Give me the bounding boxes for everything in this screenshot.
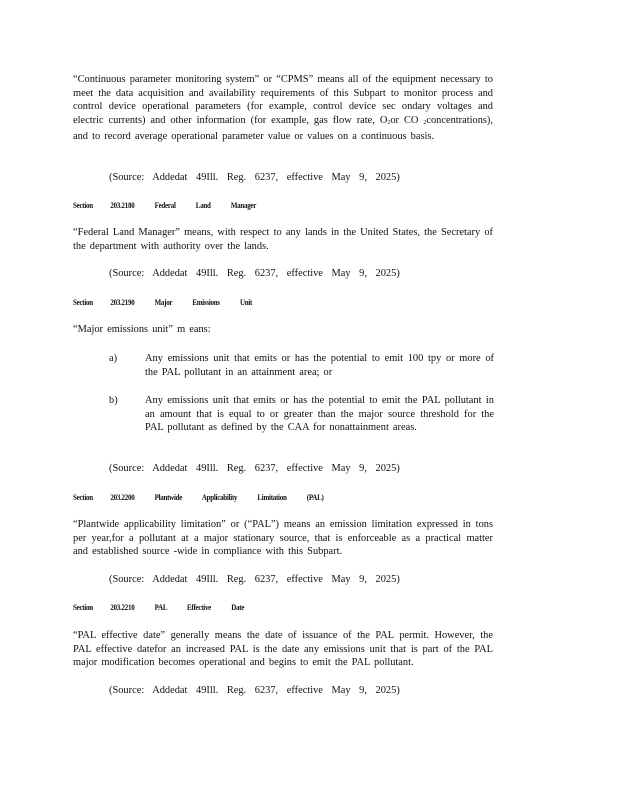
source-note: (Source: Addedat 49Ill. Reg. 6237, effective May 9, 2025) (109, 685, 400, 696)
definition-paragraph-pal-effective-date: “PAL effective date” generally means the date of issuance of the PAL permit. However, the PAL effective datefor an increased PAL is the date any emissions unit that is part of the PAL major modification becomes operational and begins to emit the PAL pollutant. (73, 630, 493, 669)
section-label: Section (73, 298, 93, 307)
source-note: (Source: Addedat 49Ill. Reg. 6237, effective May 9, 2025) (109, 463, 400, 474)
definition-paragraph-cpms: “Continuous parameter monitoring system” or “CPMS” means all of the equipment necessary to meet the data acquisition and availability requirements of this Subpart to monitor process and control device operational parameters (for example, control device sec ondary voltages and electric currents) and other information (for example, gas flow rate, $O_2or$ CO $_2$concentrations), and to record average operational parameter value or values on a continuous basis. (73, 74, 493, 143)
definition-paragraph-federal-land-manager: “Federal Land Manager” means, with respect to any lands in the United States, the Secretary of the department with authority over the lands. (73, 227, 493, 252)
list-item (109, 394, 494, 435)
section-label: Section (73, 201, 93, 210)
section-label: Section (73, 493, 93, 502)
source-note: (Source: Addedat 49Ill. Reg. 6237, effective May 9, 2025) (109, 268, 400, 279)
source-note: (Source: Addedat 49Ill. Reg. 6237, effective May 9, 2025) (109, 172, 400, 183)
section-heading (73, 200, 256, 211)
section-title: PAL Effective Date (154, 603, 245, 612)
section-number: 203.2190 (110, 298, 135, 307)
section-number: 203.2180 (110, 201, 135, 210)
section-title: Major Emissions Unit (154, 298, 253, 307)
section-title: Plantwide Applicability Limitation (PAL) (154, 493, 324, 502)
list-marker: b) (109, 395, 118, 406)
section-heading (73, 297, 252, 308)
section-title: Federal Land Manager (154, 201, 257, 210)
list-item (109, 352, 494, 379)
definition-paragraph-major-emissions-unit: “Major emissions unit” m eans: (73, 324, 211, 335)
section-heading (73, 602, 244, 613)
list-marker: a) (109, 353, 118, 364)
definition-paragraph-pal: “Plantwide applicability limitation” or (“PAL”) means an emission limitation expressed in tons per year,for a pollutant at a major stationary source, that is enforceable as a practical matter and established source -wide in compliance with this Subpart. (73, 519, 493, 558)
source-note: (Source: Addedat 49Ill. Reg. 6237, effective May 9, 2025) (109, 574, 400, 585)
list-item-text: Any emissions unit that emits or has the potential to emit the PAL pollutant in an amount that is equal to or greater than the major source threshold for the PAL pollutant as defined by the CAA for nonattainment areas. (145, 395, 494, 434)
section-label: Section (73, 603, 93, 612)
section-heading (73, 492, 324, 503)
section-number: 203.2210 (110, 603, 135, 612)
section-number: 203.2200 (110, 493, 135, 502)
list-item-text: Any emissions unit that emits or has the potential to emit 100 tpy or more of the PAL pollutant in an attainment area; or (145, 353, 494, 378)
